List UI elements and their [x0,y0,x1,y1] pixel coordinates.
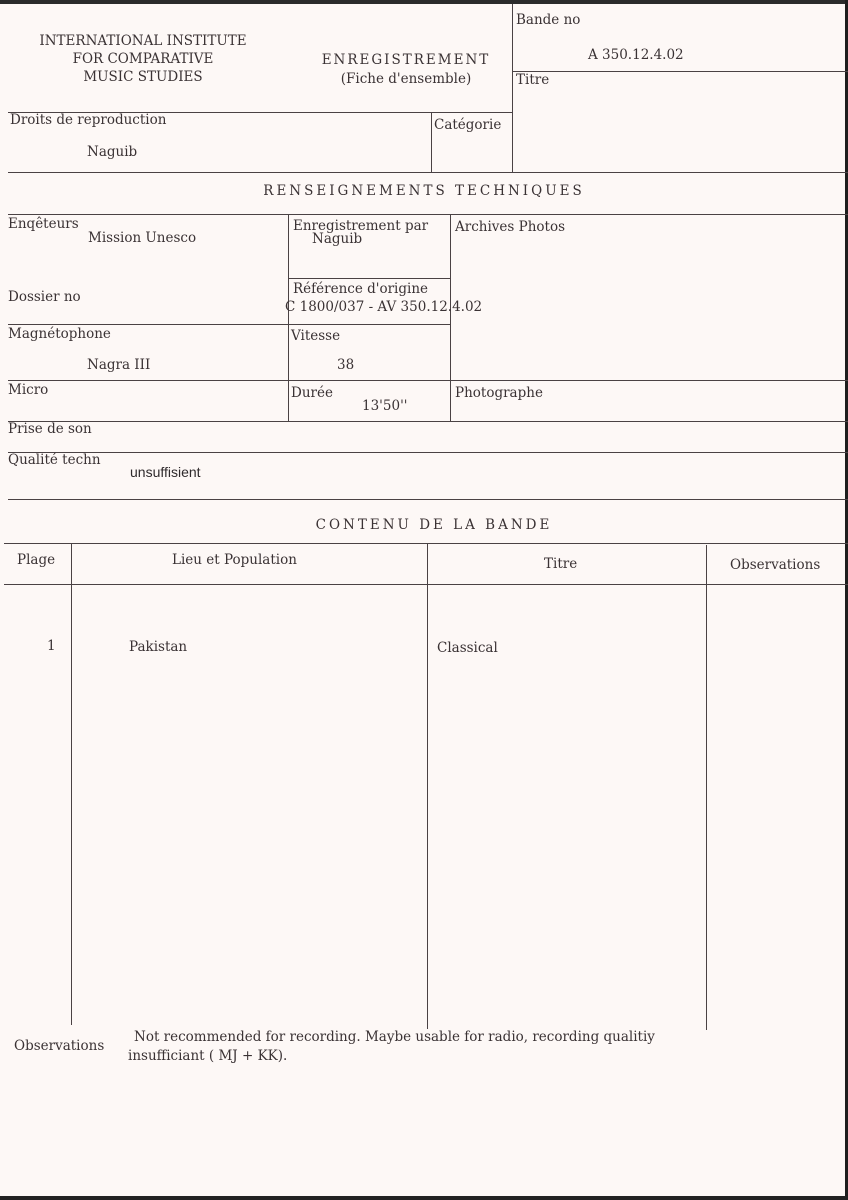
form-title: ENREGISTREMENT [321,52,491,68]
magnetophone-value: Nagra III [87,357,151,373]
enregistrement-value: Naguib [312,231,363,247]
titre-label: Titre [516,72,550,88]
vitesse-value: 38 [337,357,355,373]
header-divider [512,4,513,172]
row-titre: Classical [437,640,498,656]
dossier-rule [8,324,450,325]
contents-col-divider-2 [427,543,428,1029]
micro-rule [8,421,848,422]
qualite-label: Qualité techn [8,452,101,468]
institute-line-2: FOR COMPARATIVE [72,51,214,67]
column-header-plage: Plage [17,552,56,568]
rights-value: Naguib [87,144,138,160]
categorie-divider [431,112,432,172]
duree-label: Durée [291,385,333,401]
dossier-label: Dossier no [8,289,81,305]
bande-titre-rule [512,71,848,72]
duree-value: 13'50'' [362,398,408,414]
reference-label: Référence d'origine [293,281,429,297]
contents-header-rule [4,584,848,585]
archives-label: Archives Photos [455,219,565,235]
contents-top-rule [4,543,848,544]
reference-value: C 1800/037 - AV 350.12.4.02 [285,299,483,315]
categorie-label: Catégorie [434,117,502,133]
column-header-lieu: Lieu et Population [172,552,297,568]
enqueteurs-value: Mission Unesco [88,230,197,246]
column-header-observations: Observations [730,557,821,573]
row-lieu: Pakistan [129,639,188,655]
scan-edge-bottom [0,1196,848,1200]
institute-line-1: INTERNATIONAL INSTITUTE [39,33,247,49]
vitesse-label: Vitesse [291,328,341,344]
bande-label: Bande no [516,12,581,28]
technical-bottom-rule [8,499,848,500]
tech-col-divider-2 [450,214,451,422]
prise-label: Prise de son [8,421,92,437]
magnetophone-rule [8,380,848,381]
contents-section-title: CONTENU DE LA BANDE [315,517,553,533]
rights-bottom-rule [8,172,848,173]
contents-col-divider-3 [706,545,707,1030]
contents-col-divider-1 [71,543,72,1025]
form-subtitle: (Fiche d'ensemble) [340,71,472,87]
bande-value: A 350.12.4.02 [588,47,684,63]
enregistrement-label: Enregistrement par [293,218,429,234]
rights-label: Droits de reproduction [10,112,167,128]
institute-line-3: MUSIC STUDIES [83,69,203,85]
micro-label: Micro [8,382,49,398]
technical-section-title: RENSEIGNEMENTS TECHNIQUES [263,183,585,199]
scan-edge-top [0,0,848,4]
photographe-label: Photographe [455,385,543,401]
tech-col-divider-1 [288,214,289,422]
magnetophone-label: Magnétophone [8,326,111,342]
prise-rule [8,452,848,453]
row-plage: 1 [47,638,56,654]
enregistrement-rule [288,278,450,279]
enqueteurs-label: Enqêteurs [8,216,79,232]
observations-line-2: insufficiant ( MJ + KK). [128,1048,288,1064]
observations-line-1: Not recommended for recording. Maybe usable for radio, recording qualitiy [134,1029,655,1045]
technical-top-rule [8,214,848,215]
qualite-value: unsuffisient [130,464,201,480]
observations-label: Observations [14,1038,105,1054]
column-header-titre: Titre [544,556,578,572]
